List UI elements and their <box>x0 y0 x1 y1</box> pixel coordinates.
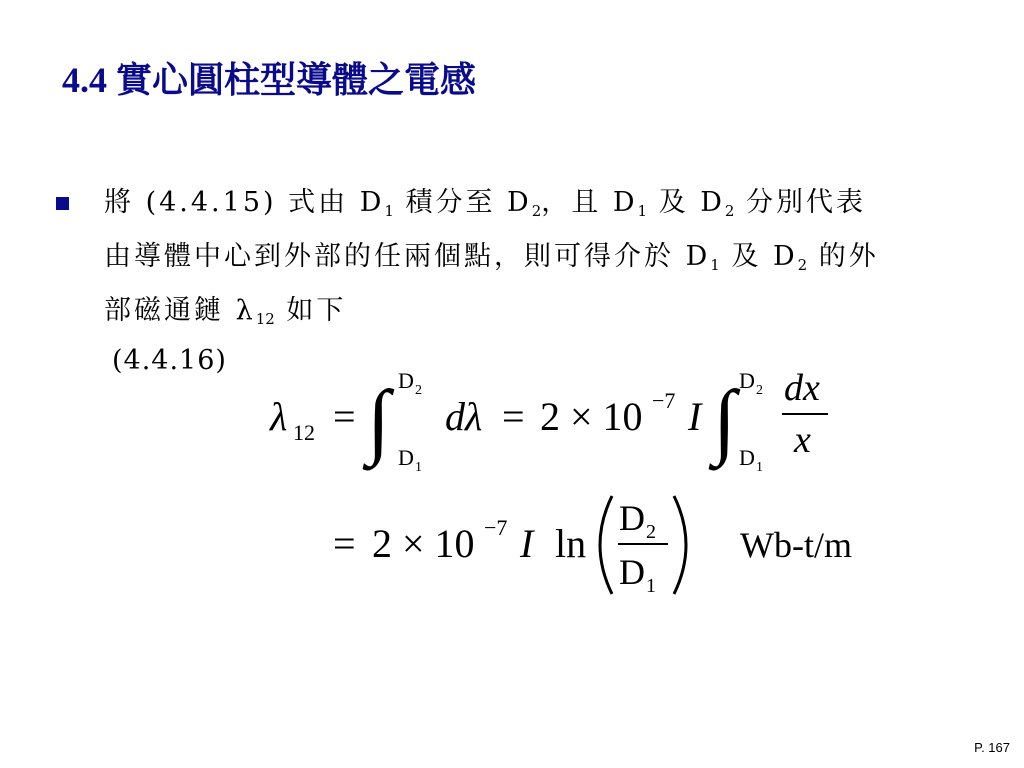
upper-limit-1-sub: 2 <box>415 383 422 398</box>
ln-function: ln <box>555 521 587 566</box>
coefficient: 2 × 10 <box>540 394 643 439</box>
text-run: 如下 <box>274 295 347 326</box>
lambda-symbol: λ <box>270 394 288 439</box>
left-paren <box>600 496 612 594</box>
lower-limit-2-sub: 1 <box>756 460 763 475</box>
equation-number: (4.4.16) <box>112 345 227 376</box>
text-run: 積分至 D <box>393 187 532 218</box>
text-run: 及 D <box>647 187 725 218</box>
subscript: 1 <box>710 256 720 274</box>
text-run: 及 D <box>719 241 798 272</box>
upper-limit-1: D <box>398 368 414 393</box>
text-run: 分別代表 <box>734 187 866 218</box>
equals-sign: = <box>333 394 356 439</box>
ratio-denominator-sub: 1 <box>646 575 656 597</box>
lambda-subscript: 12 <box>293 420 315 445</box>
upper-limit-2-sub: 2 <box>756 383 763 398</box>
dlambda: dλ <box>445 394 483 439</box>
exponent: −7 <box>484 515 508 540</box>
fraction-denominator-x: x <box>794 419 811 461</box>
coefficient: 2 × 10 <box>372 521 475 566</box>
equals-sign: = <box>502 394 525 439</box>
ratio-numerator-sub: 2 <box>646 521 656 543</box>
fraction-numerator-dx: dx <box>784 367 820 409</box>
text-run: 的外 <box>807 241 879 272</box>
upper-limit-2: D <box>739 368 755 393</box>
ratio-numerator: D <box>619 498 645 538</box>
text-run: 部磁通鏈 λ <box>104 295 256 326</box>
exponent: −7 <box>652 388 676 413</box>
integral-sign-2: ∫ <box>713 374 737 467</box>
subscript: 2 <box>724 202 735 220</box>
current-I: I <box>520 521 534 566</box>
text-run: 將 (4.4.15) 式由 D <box>104 187 385 218</box>
subscript: 1 <box>637 202 648 220</box>
subscript: 12 <box>255 310 275 328</box>
subscript: 2 <box>797 256 808 274</box>
lower-limit-1: D <box>398 445 414 470</box>
right-paren <box>674 496 686 594</box>
text-run: ，且 D <box>541 187 638 218</box>
subscript: 1 <box>384 202 394 220</box>
subscript: 2 <box>531 202 542 220</box>
slide-title: 4.4 實心圓柱型導體之電感 <box>62 60 477 100</box>
equals-sign: = <box>333 521 356 566</box>
ratio-denominator: D <box>619 552 645 592</box>
lower-limit-2: D <box>739 445 755 470</box>
current-I: I <box>688 394 702 439</box>
units-label: Wb-t/m <box>740 525 852 565</box>
integral-sign-1: ∫ <box>367 374 391 467</box>
lower-limit-1-sub: 1 <box>415 460 422 475</box>
page-number: P. 167 <box>974 740 1010 755</box>
text-run: 由導體中心到外部的任兩個點，則可得介於 D <box>104 241 711 272</box>
